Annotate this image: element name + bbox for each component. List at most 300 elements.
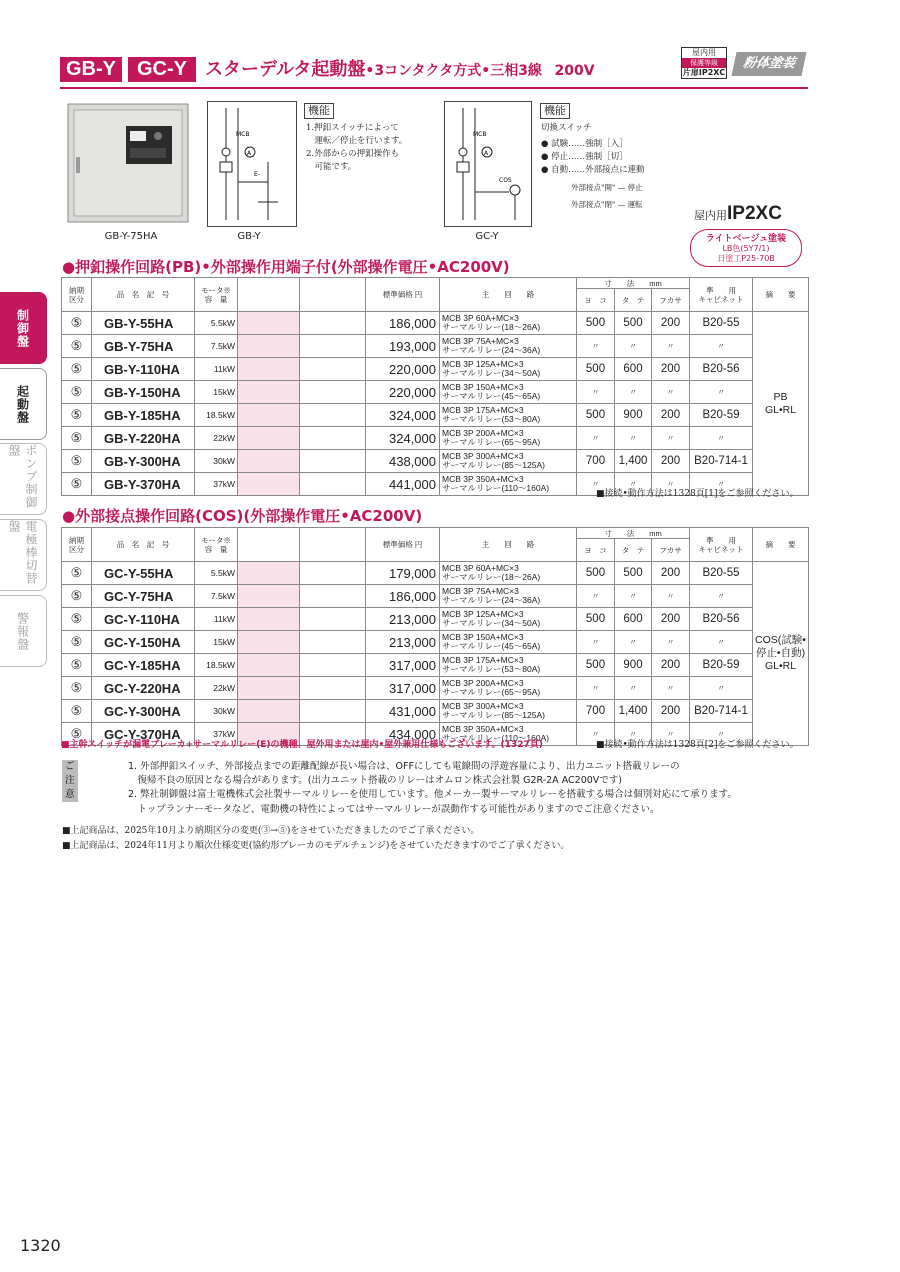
dimension-cell: 〃: [615, 631, 652, 654]
th-d: フカサ: [652, 539, 690, 562]
dimension-cell: 500: [577, 312, 615, 335]
motor-capacity-cell: 30kW: [195, 700, 238, 723]
ip2xc-prefix: 屋内用: [694, 209, 727, 222]
main-circuit-cell: [440, 381, 577, 404]
product-tag-gc-y: GC-Y: [128, 57, 196, 82]
dimension-cell: 600: [615, 608, 652, 631]
th-remarks: 摘 要: [753, 278, 809, 312]
price-cell: 317,000: [366, 654, 440, 677]
blank-cell: [300, 700, 366, 723]
dimension-cell: 〃: [577, 335, 615, 358]
main-circuit-cell: [440, 677, 577, 700]
circuit-line: サーマルリレー(24〜36A): [442, 345, 541, 355]
price-cell: 213,000: [366, 631, 440, 654]
th-w: ヨ コ: [577, 539, 615, 562]
price-cell: 213,000: [366, 608, 440, 631]
blank-cell: [238, 335, 300, 358]
dimension-cell: 200: [652, 450, 690, 473]
price-cell: 317,000: [366, 677, 440, 700]
title-voltage: 200V: [554, 63, 595, 79]
th-blank: [300, 278, 366, 312]
th-w: ヨ コ: [577, 289, 615, 312]
dimension-cell: 〃: [652, 585, 690, 608]
ip2xc-label: [694, 203, 782, 225]
circuit-line: サーマルリレー(24〜36A): [442, 595, 541, 605]
circuit-line: MCB 3P 75A+MC×3: [442, 586, 519, 596]
side-tab-pump-panel[interactable]: ポンプ制御盤: [0, 443, 47, 515]
product-code-cell: GB-Y-220HA: [92, 427, 195, 450]
product-code-cell: GC-Y-370HA: [92, 723, 195, 746]
diagram1-caption: GB-Y: [237, 231, 261, 242]
cabinet-cell: 〃: [690, 335, 753, 358]
blank-cell: [238, 450, 300, 473]
circuit-line: サーマルリレー(34〜50A): [442, 618, 541, 628]
th-blank: [238, 278, 300, 312]
motor-capacity-cell: 18.5kW: [195, 654, 238, 677]
th-cab: 準 用 キャビネット: [690, 528, 753, 562]
circuit-line: サーマルリレー(18〜26A): [442, 572, 541, 582]
dimension-cell: 500: [615, 312, 652, 335]
table-row: [62, 358, 809, 381]
product-code-cell: GC-Y-300HA: [92, 700, 195, 723]
blank-cell: [300, 381, 366, 404]
cabinet-cell: B20-56: [690, 358, 753, 381]
dimension-cell: 500: [577, 562, 615, 585]
blank-cell: [300, 473, 366, 496]
dimension-cell: 〃: [615, 585, 652, 608]
product-code-cell: GB-Y-185HA: [92, 404, 195, 427]
table-row: [62, 427, 809, 450]
dimension-cell: 600: [615, 358, 652, 381]
bottom-note: ■上記商品は、2025年10月より納期区分の変更(③→⑤)をさせていただきましたのでご了承ください。: [62, 826, 480, 836]
blank-cell: [238, 473, 300, 496]
function-label-2: 機能: [540, 103, 570, 119]
dimension-cell: 〃: [652, 427, 690, 450]
circuit-line: MCB 3P 125A+MC×3: [442, 609, 524, 619]
fn2-line: ● 自動……外部接点に連動: [541, 165, 645, 175]
price-table-gc-y: [61, 527, 809, 746]
dimension-cell: 〃: [652, 723, 690, 746]
delivery-class-cell: ⑤: [62, 562, 92, 585]
dimension-cell: 〃: [652, 335, 690, 358]
blank-cell: [300, 631, 366, 654]
function-label-1: 機能: [304, 103, 334, 119]
dimension-cell: 200: [652, 654, 690, 677]
blank-cell: [300, 585, 366, 608]
delivery-class-cell: ⑤: [62, 358, 92, 381]
dimension-cell: 〃: [652, 631, 690, 654]
dimension-cell: 〃: [577, 381, 615, 404]
blank-cell: [300, 335, 366, 358]
side-tab-alarm-panel[interactable]: 警報盤: [0, 595, 47, 667]
delivery-class-cell: ⑤: [62, 335, 92, 358]
product-tag-gb-y: GB-Y: [60, 57, 122, 82]
table-row: [62, 654, 809, 677]
main-circuit-cell: [440, 654, 577, 677]
fn1-line: 運転／停止を行います。: [306, 136, 408, 146]
delivery-class-cell: ⑤: [62, 654, 92, 677]
motor-capacity-cell: 11kW: [195, 608, 238, 631]
light-beige-badge: [690, 229, 802, 267]
cabinet-cell: B20-59: [690, 654, 753, 677]
price-cell: 431,000: [366, 700, 440, 723]
blank-cell: [300, 358, 366, 381]
svg-text:MCB: MCB: [473, 131, 487, 138]
th-code: 品 名 記 号: [92, 528, 195, 562]
motor-capacity-cell: 5.5kW: [195, 562, 238, 585]
blank-cell: [238, 700, 300, 723]
fn2-line: ● 停止……強制［切］: [541, 152, 628, 162]
main-circuit-cell: [440, 608, 577, 631]
main-circuit-cell: [440, 335, 577, 358]
lite-title: ライトベージュ塗装: [705, 234, 787, 244]
product-code-cell: GB-Y-300HA: [92, 450, 195, 473]
blank-cell: [300, 677, 366, 700]
price-cell: 324,000: [366, 404, 440, 427]
dimension-cell: 〃: [652, 677, 690, 700]
main-circuit-cell: [440, 473, 577, 496]
blank-cell: [300, 312, 366, 335]
table-row: [62, 562, 809, 585]
remarks-cell: PB GL•RL: [753, 312, 809, 496]
product-code-cell: GC-Y-185HA: [92, 654, 195, 677]
blank-cell: [238, 312, 300, 335]
svg-text:COS: COS: [499, 177, 512, 184]
photo-caption: GB-Y-75HA: [104, 231, 158, 242]
circuit-line: サーマルリレー(110〜160A): [442, 733, 550, 743]
price-cell: 186,000: [366, 585, 440, 608]
th-price: 標準価格 円: [366, 278, 440, 312]
table-row: [62, 631, 809, 654]
svg-text:A: A: [247, 150, 252, 157]
svg-text:A: A: [484, 150, 489, 157]
dimension-cell: 500: [577, 654, 615, 677]
delivery-class-cell: ⑤: [62, 631, 92, 654]
th-blank: [238, 528, 300, 562]
dimension-cell: 〃: [577, 473, 615, 496]
main-circuit-cell: [440, 358, 577, 381]
price-cell: 179,000: [366, 562, 440, 585]
th-cap: モータ※ 容 量: [195, 278, 238, 312]
title-sub: •3コンタクタ方式•三相3線: [365, 63, 542, 79]
circuit-line: サーマルリレー(85〜125A): [442, 710, 545, 720]
ip-box-line1: 屋内用: [692, 48, 716, 57]
page-title: [205, 57, 595, 84]
ip2xc-value: IP2XC: [727, 203, 782, 224]
cabinet-cell: 〃: [690, 723, 753, 746]
cabinet-cell: 〃: [690, 585, 753, 608]
circuit-line: MCB 3P 75A+MC×3: [442, 336, 519, 346]
section2-footnote: ■接続•動作方法は1328頁[2]をご参照ください。: [596, 740, 799, 750]
product-code-cell: GC-Y-55HA: [92, 562, 195, 585]
dimension-cell: 〃: [615, 427, 652, 450]
product-code-cell: GB-Y-75HA: [92, 335, 195, 358]
cabinet-cell: B20-56: [690, 608, 753, 631]
delivery-class-cell: ⑤: [62, 427, 92, 450]
lite-line1: LB色(5Y7/1): [722, 244, 770, 253]
dimension-cell: 〃: [652, 473, 690, 496]
th-remarks: 摘 要: [753, 528, 809, 562]
blank-cell: [238, 631, 300, 654]
delivery-class-cell: ⑤: [62, 677, 92, 700]
page-number: 1320: [20, 1236, 61, 1255]
fn2-line: 外部接点"開" — 停止: [571, 183, 643, 192]
blank-cell: [300, 608, 366, 631]
caution-line: 1. 外部押釦スイッチ、外部接点までの距離配線が長い場合は、OFFにしても電線間の浮遊容量により、出力ユニット搭載リレーの: [128, 761, 680, 772]
delivery-class-cell: ⑤: [62, 312, 92, 335]
motor-capacity-cell: 22kW: [195, 427, 238, 450]
cabinet-cell: B20-59: [690, 404, 753, 427]
dimension-cell: 〃: [615, 473, 652, 496]
cabinet-cell: B20-55: [690, 312, 753, 335]
circuit-line: サーマルリレー(65〜95A): [442, 437, 541, 447]
delivery-class-cell: ⑤: [62, 608, 92, 631]
delivery-class-cell: ⑤: [62, 404, 92, 427]
blank-cell: [238, 677, 300, 700]
product-code-cell: GC-Y-110HA: [92, 608, 195, 631]
main-circuit-cell: [440, 631, 577, 654]
powder-coat-badge: 粉体塗装: [731, 52, 806, 76]
cabinet-cell: B20-714-1: [690, 450, 753, 473]
price-cell: 441,000: [366, 473, 440, 496]
dimension-cell: 〃: [615, 677, 652, 700]
table-row: [62, 335, 809, 358]
circuit-line: サーマルリレー(53〜80A): [442, 414, 541, 424]
blank-cell: [300, 404, 366, 427]
svg-text:MCB: MCB: [236, 131, 250, 138]
th-code: 品 名 記 号: [92, 278, 195, 312]
dimension-cell: 700: [577, 450, 615, 473]
delivery-class-cell: ⑤: [62, 585, 92, 608]
dimension-cell: 1,400: [615, 700, 652, 723]
th-dims: 寸 法 mm: [577, 278, 690, 289]
motor-capacity-cell: 37kW: [195, 473, 238, 496]
bottom-note: ■上記商品は、2024年11月より順次仕様変更(協約形ブレーカのモデルチェンジ)をさせていただきますのでご了承ください。: [62, 841, 570, 851]
dimension-cell: 200: [652, 700, 690, 723]
th-cap: モータ※ 容 量: [195, 528, 238, 562]
circuit-line: サーマルリレー(45〜65A): [442, 391, 541, 401]
table-row: [62, 608, 809, 631]
protection-class-box: [681, 47, 727, 79]
dimension-cell: 200: [652, 404, 690, 427]
th-nouki: 納期 区分: [62, 278, 92, 312]
lite-line2: 日塗工P25-70B: [717, 254, 775, 263]
section2-title: ●外部接点操作回路(COS)(外部操作電圧•AC200V): [62, 507, 423, 525]
caution-line: 2. 弊社制御盤は富士電機株式会社製サーマルリレーを使用しています。他メーカー製サーマルリレーを搭載する場合は個別対応にて承ります。: [128, 789, 737, 800]
circuit-line: MCB 3P 200A+MC×3: [442, 428, 524, 438]
fn1-line: 可能です。: [306, 162, 357, 172]
side-tab-control-panel[interactable]: 制御盤: [0, 292, 47, 364]
ip-box-line3: 片扉IP2XC: [682, 68, 726, 77]
dimension-cell: 500: [577, 358, 615, 381]
motor-capacity-cell: 7.5kW: [195, 335, 238, 358]
main-circuit-cell: [440, 312, 577, 335]
side-tab-starter-panel[interactable]: 起動盤: [0, 368, 47, 440]
section1-title: ●押釦操作回路(PB)•外部操作用端子付(外部操作電圧•AC200V): [62, 258, 510, 276]
title-main: スターデルタ起動盤: [205, 59, 366, 80]
circuit-line: MCB 3P 60A+MC×3: [442, 563, 519, 573]
product-code-cell: GC-Y-75HA: [92, 585, 195, 608]
ip-box-line2: 保護等級: [682, 58, 726, 68]
motor-capacity-cell: 30kW: [195, 450, 238, 473]
blank-cell: [238, 358, 300, 381]
table-row: [62, 312, 809, 335]
circuit-line: MCB 3P 175A+MC×3: [442, 405, 524, 415]
delivery-class-cell: ⑤: [62, 450, 92, 473]
blank-cell: [238, 562, 300, 585]
dimension-cell: 〃: [652, 381, 690, 404]
function-text-2: [541, 122, 645, 211]
dimension-cell: 〃: [615, 335, 652, 358]
blank-cell: [238, 427, 300, 450]
th-nouki: 納期 区分: [62, 528, 92, 562]
main-circuit-cell: [440, 562, 577, 585]
fn2-line: 切換スイッチ: [541, 123, 592, 133]
table-row: [62, 450, 809, 473]
circuit-line: サーマルリレー(18〜26A): [442, 322, 541, 332]
dimension-cell: 200: [652, 312, 690, 335]
caution-line: 復帰不良の原因となる場合があります。(出力ユニット搭載のリレーはオムロン株式会社製 G2R-2A AC200Vです): [128, 775, 623, 786]
pink-note: ■主幹スイッチが漏電ブレーカ+サーマルリレー(E)の機種、屋外用または屋内•屋外兼用仕様もございます。(1327頁): [61, 740, 543, 750]
motor-capacity-cell: 22kW: [195, 677, 238, 700]
table-row: [62, 700, 809, 723]
motor-capacity-cell: 15kW: [195, 631, 238, 654]
blank-cell: [238, 585, 300, 608]
circuit-line: MCB 3P 175A+MC×3: [442, 655, 524, 665]
th-h: タ テ: [615, 289, 652, 312]
cabinet-cell: B20-714-1: [690, 700, 753, 723]
circuit-line: MCB 3P 60A+MC×3: [442, 313, 519, 323]
blank-cell: [300, 654, 366, 677]
circuit-line: MCB 3P 300A+MC×3: [442, 701, 524, 711]
price-cell: 193,000: [366, 335, 440, 358]
cabinet-photo: [66, 102, 192, 226]
motor-capacity-cell: 5.5kW: [195, 312, 238, 335]
remarks-cell: COS(試験• 停止•自動) GL•RL: [753, 562, 809, 746]
circuit-line: MCB 3P 350A+MC×3: [442, 474, 524, 484]
dimension-cell: 〃: [577, 723, 615, 746]
dimension-cell: 900: [615, 654, 652, 677]
motor-capacity-cell: 7.5kW: [195, 585, 238, 608]
product-code-cell: GB-Y-55HA: [92, 312, 195, 335]
main-circuit-cell: [440, 427, 577, 450]
motor-capacity-cell: 18.5kW: [195, 404, 238, 427]
cabinet-cell: B20-55: [690, 562, 753, 585]
dimension-cell: 〃: [577, 585, 615, 608]
cabinet-cell: 〃: [690, 631, 753, 654]
price-table-gb-y: [61, 277, 809, 496]
cabinet-cell: 〃: [690, 473, 753, 496]
dimension-cell: 900: [615, 404, 652, 427]
main-circuit-cell: [440, 585, 577, 608]
circuit-diagram-gc-y: [444, 101, 532, 227]
svg-text:E-: E-: [254, 171, 260, 178]
delivery-class-cell: ⑤: [62, 473, 92, 496]
circuit-line: MCB 3P 300A+MC×3: [442, 451, 524, 461]
circuit-line: サーマルリレー(65〜95A): [442, 687, 541, 697]
product-code-cell: GB-Y-110HA: [92, 358, 195, 381]
th-circuit: 主 回 路: [440, 278, 577, 312]
circuit-line: MCB 3P 125A+MC×3: [442, 359, 524, 369]
dimension-cell: 〃: [615, 723, 652, 746]
side-tab-electrode-panel[interactable]: 電極棒切替盤: [0, 519, 47, 591]
circuit-line: MCB 3P 350A+MC×3: [442, 724, 524, 734]
circuit-line: MCB 3P 200A+MC×3: [442, 678, 524, 688]
dimension-cell: 200: [652, 358, 690, 381]
th-dims: 寸 法 mm: [577, 528, 690, 539]
fn2-line: 外部接点"閉" — 運転: [571, 200, 643, 209]
product-code-cell: GB-Y-150HA: [92, 381, 195, 404]
delivery-class-cell: ⑤: [62, 723, 92, 746]
delivery-class-cell: ⑤: [62, 381, 92, 404]
main-circuit-cell: [440, 450, 577, 473]
diagram2-caption: GC-Y: [475, 231, 499, 242]
price-cell: 220,000: [366, 381, 440, 404]
circuit-line: サーマルリレー(85〜125A): [442, 460, 545, 470]
price-cell: 324,000: [366, 427, 440, 450]
table-row: [62, 585, 809, 608]
motor-capacity-cell: 37kW: [195, 723, 238, 746]
dimension-cell: 1,400: [615, 450, 652, 473]
th-d: フカサ: [652, 289, 690, 312]
dimension-cell: 200: [652, 608, 690, 631]
product-code-cell: GB-Y-370HA: [92, 473, 195, 496]
blank-cell: [300, 427, 366, 450]
table-row: [62, 404, 809, 427]
delivery-class-cell: ⑤: [62, 700, 92, 723]
th-cab: 準 用 キャビネット: [690, 278, 753, 312]
section1-footnote: ■接続•動作方法は1328頁[1]をご参照ください。: [596, 489, 799, 499]
fn1-line: 2.外部からの押釦操作も: [306, 149, 400, 159]
caution-line: トップランナーモータなど、電動機の特性によってはサーマルリレーが誤動作する可能性がありますのでご注意ください。: [128, 804, 660, 815]
th-h: タ テ: [615, 539, 652, 562]
fn2-line: ● 試験……強制［入］: [541, 139, 628, 149]
price-cell: 434,000: [366, 723, 440, 746]
dimension-cell: 〃: [615, 381, 652, 404]
blank-cell: [238, 404, 300, 427]
dimension-cell: 〃: [577, 631, 615, 654]
caution-label: ご注意: [62, 760, 78, 802]
motor-capacity-cell: 15kW: [195, 381, 238, 404]
dimension-cell: 700: [577, 700, 615, 723]
circuit-line: サーマルリレー(110〜160A): [442, 483, 550, 493]
blank-cell: [300, 450, 366, 473]
price-cell: 438,000: [366, 450, 440, 473]
fn1-line: 1.押釦スイッチによって: [306, 123, 399, 133]
dimension-cell: 200: [652, 562, 690, 585]
th-blank: [300, 528, 366, 562]
main-circuit-cell: [440, 404, 577, 427]
cabinet-cell: 〃: [690, 381, 753, 404]
circuit-line: サーマルリレー(53〜80A): [442, 664, 541, 674]
dimension-cell: 〃: [577, 427, 615, 450]
table-row: [62, 381, 809, 404]
cabinet-cell: 〃: [690, 427, 753, 450]
table-row: [62, 677, 809, 700]
th-circuit: 主 回 路: [440, 528, 577, 562]
blank-cell: [238, 654, 300, 677]
product-code-cell: GC-Y-150HA: [92, 631, 195, 654]
blank-cell: [300, 562, 366, 585]
cabinet-cell: 〃: [690, 677, 753, 700]
dimension-cell: 500: [615, 562, 652, 585]
circuit-diagram-gb-y: [207, 101, 297, 227]
circuit-line: サーマルリレー(34〜50A): [442, 368, 541, 378]
blank-cell: [238, 381, 300, 404]
dimension-cell: 500: [577, 608, 615, 631]
dimension-cell: 500: [577, 404, 615, 427]
circuit-line: MCB 3P 150A+MC×3: [442, 382, 524, 392]
